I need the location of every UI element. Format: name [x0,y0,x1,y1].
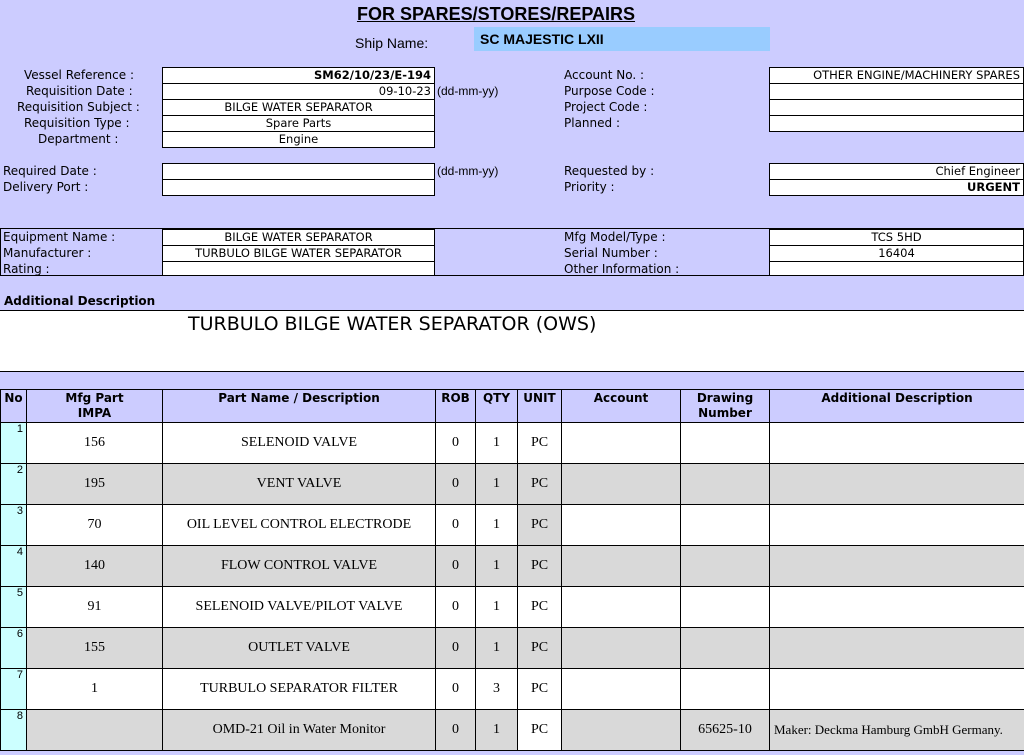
table-row[interactable]: 2 195 VENT VALVE 0 1 PC [1,464,1024,505]
table-row[interactable]: 1 156 SELENOID VALVE 0 1 PC [1,423,1024,464]
serial-number-label: Serial Number : [564,246,658,260]
equipment-name-label: Equipment Name : [3,230,116,244]
project-code-field[interactable] [769,99,1024,116]
priority-label: Priority : [564,180,615,194]
account-no-field[interactable]: OTHER ENGINE/MACHINERY SPARES [769,67,1024,84]
col-no-header: No [1,390,27,423]
equipment-name-field[interactable]: BILGE WATER SEPARATOR [162,229,435,246]
planned-label: Planned : [564,116,620,130]
required-date-label: Required Date : [3,164,97,178]
requisition-type-field[interactable]: Spare Parts [162,115,435,132]
requisition-type-label: Requisition Type : [24,116,130,130]
table-row[interactable]: 3 70 OIL LEVEL CONTROL ELECTRODE 0 1 PC [1,505,1024,546]
col-additional-header: Additional Description [770,390,1024,423]
vessel-reference-field[interactable]: SM62/10/23/E-194 [162,67,435,84]
delivery-port-label: Delivery Port : [3,180,89,194]
account-no-label: Account No. : [564,68,645,82]
mfg-model-label: Mfg Model/Type : [564,230,666,244]
table-row[interactable]: 4 140 FLOW CONTROL VALVE 0 1 PC [1,546,1024,587]
date-format-note: (dd-mm-yy) [437,84,499,98]
table-row[interactable]: 6 155 OUTLET VALVE 0 1 PC [1,628,1024,669]
planned-field[interactable] [769,115,1024,132]
rating-field[interactable] [162,261,435,276]
additional-description-label: Additional Description [4,294,156,308]
manufacturer-field[interactable]: TURBULO BILGE WATER SEPARATOR [162,245,435,262]
requisition-date-field[interactable]: 09-10-23 [162,83,435,100]
project-code-label: Project Code : [564,100,648,114]
rating-label: Rating : [3,262,50,276]
table-row[interactable]: 8 OMD-21 Oil in Water Monitor 0 1 PC 65625-10 Maker: Deckma Hamburg GmbH Germany. [1,710,1024,751]
purpose-code-field[interactable] [769,83,1024,100]
purpose-code-label: Purpose Code : [564,84,655,98]
other-information-field[interactable] [769,261,1024,276]
ship-name-label: Ship Name: [355,35,429,51]
priority-field[interactable]: URGENT [769,179,1024,196]
col-unit-header: UNIT [518,390,562,423]
table-row[interactable]: 7 1 TURBULO SEPARATOR FILTER 0 3 PC [1,669,1024,710]
col-qty-header: QTY [476,390,518,423]
manufacturer-label: Manufacturer : [3,246,92,260]
mfg-model-field[interactable]: TCS 5HD [769,229,1024,246]
col-rob-header: ROB [436,390,476,423]
required-date-format-note: (dd-mm-yy) [437,164,499,178]
items-table [0,389,1024,751]
requested-by-label: Requested by : [564,164,655,178]
department-label: Department : [38,132,119,146]
requisition-date-label: Requisition Date : [26,84,133,98]
page-title: FOR SPARES/STORES/REPAIRS [356,4,636,24]
requisition-subject-label: Requisition Subject : [17,100,140,114]
requested-by-field[interactable]: Chief Engineer [769,163,1024,180]
table-row[interactable]: 5 91 SELENOID VALVE/PILOT VALVE 0 1 PC [1,587,1024,628]
required-date-field[interactable] [162,163,435,180]
col-part-header: Mfg Part IMPA [27,390,163,423]
col-drawing-header: Drawing Number [681,390,770,423]
col-account-header: Account [562,390,681,423]
additional-description-text: TURBULO BILGE WATER SEPARATOR (OWS) [188,313,597,335]
ship-name-field[interactable]: SC MAJESTIC LXII [474,27,770,51]
delivery-port-field[interactable] [162,179,435,196]
serial-number-field[interactable]: 16404 [769,245,1024,262]
requisition-subject-field[interactable]: BILGE WATER SEPARATOR [162,99,435,116]
vessel-reference-label: Vessel Reference : [24,68,134,82]
other-information-label: Other Information : [564,262,680,276]
department-field[interactable]: Engine [162,131,435,148]
col-name-header: Part Name / Description [163,390,436,423]
